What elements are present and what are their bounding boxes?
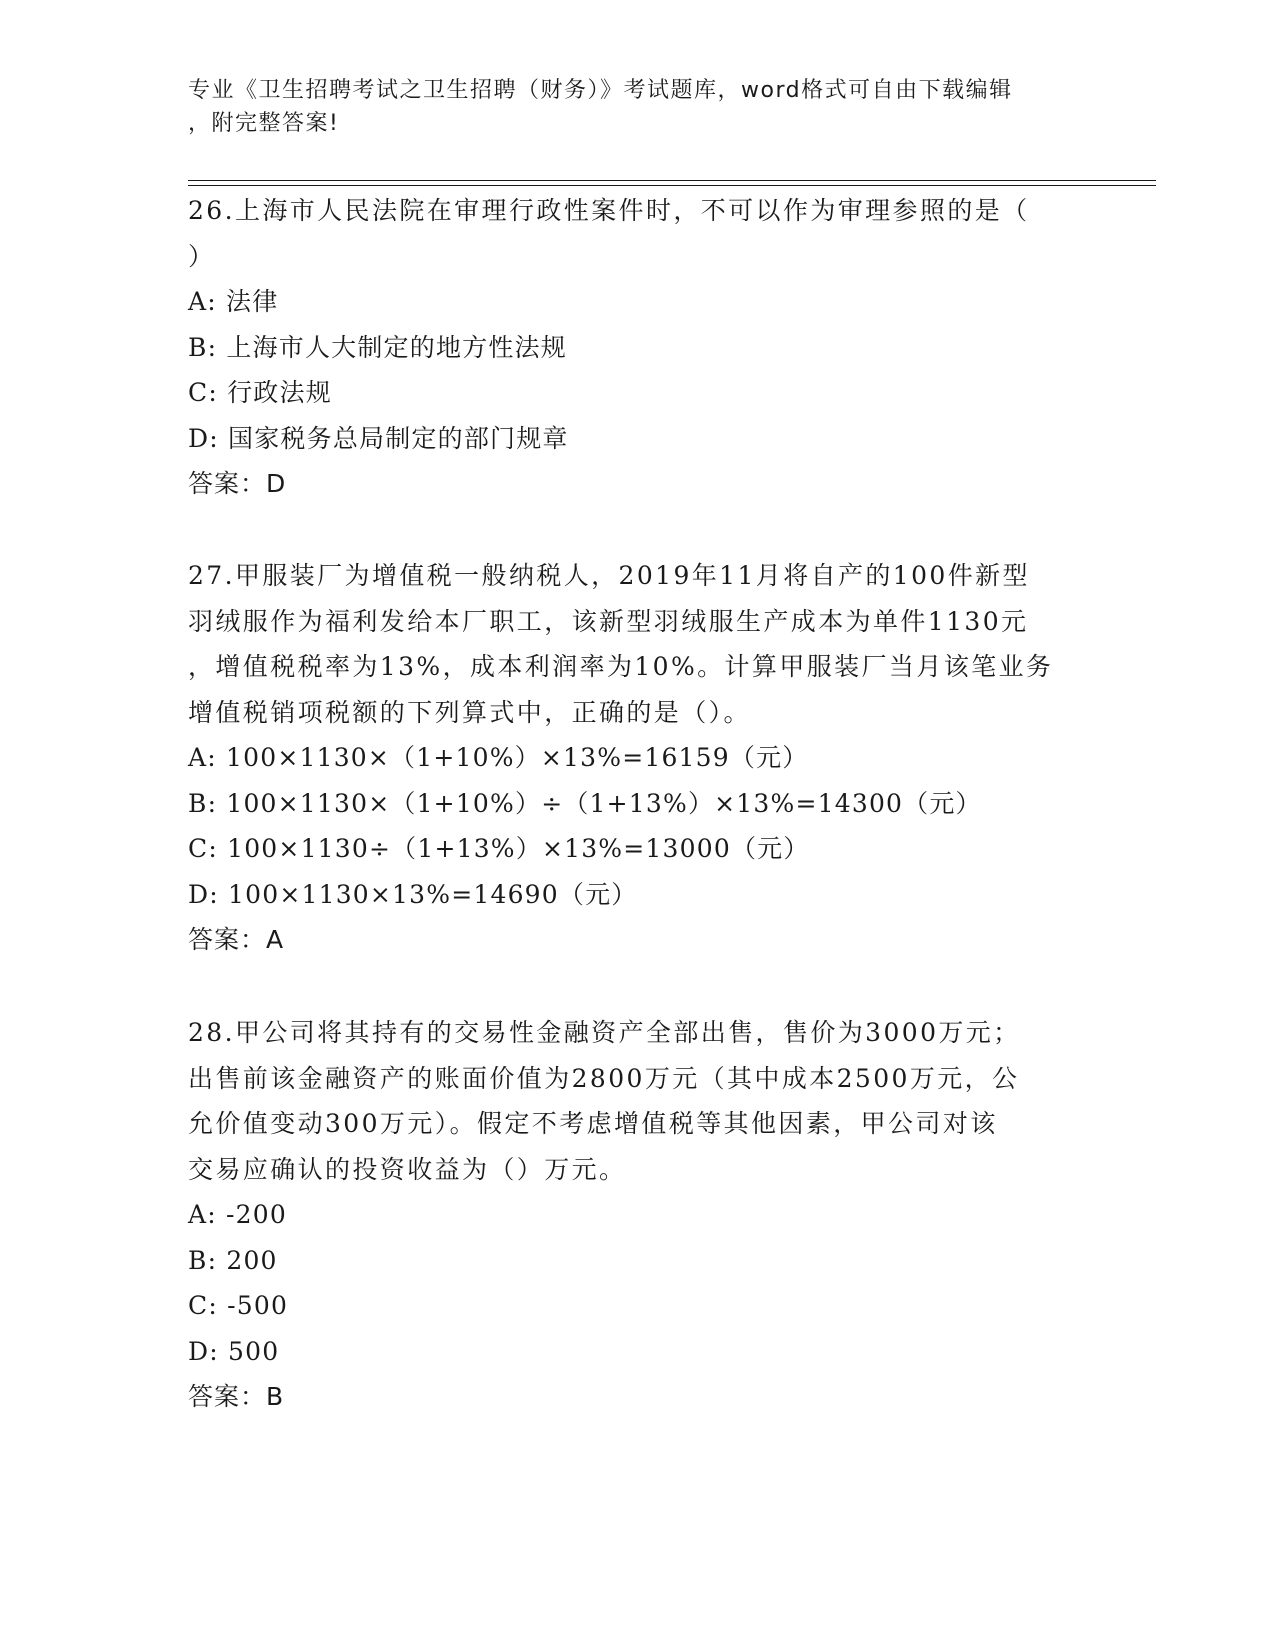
answer-label: 答案：B	[188, 1382, 285, 1411]
question-text-line: ，增值税税率为13%，成本利润率为10%。计算甲服装厂当月该笔业务	[188, 652, 1054, 681]
question-text	[188, 553, 1088, 735]
question-text-line: 28.甲公司将其持有的交易性金融资产全部出售，售价为3000万元；	[188, 1018, 1021, 1047]
question-27	[188, 553, 1088, 963]
answer-label: 答案：A	[188, 925, 285, 954]
question-text-line: 出售前该金融资产的账面价值为2800万元（其中成本2500万元，公	[188, 1063, 1020, 1093]
question-text-line: 26.上海市人民法院在审理行政性案件时，不可以作为审理参照的是（	[188, 196, 1030, 225]
question-text-line: 允价值变动300万元）。假定不考虑增值税等其他因素，甲公司对该	[188, 1109, 998, 1138]
question-text	[188, 188, 1088, 279]
option-a: A: 100×1130×（1+10%）×13%=16159（元）	[188, 743, 809, 772]
option-d: D: 100×1130×13%=14690（元）	[188, 879, 638, 909]
option-d: D: 国家税务总局制定的部门规章	[188, 423, 569, 453]
option-c: C: 100×1130÷（1+13%）×13%=13000（元）	[188, 834, 810, 863]
option-a: A: -200	[188, 1200, 287, 1229]
question-text-line: 羽绒服作为福利发给本厂职工，该新型羽绒服生产成本为单件1130元	[188, 606, 1029, 636]
question-text-line: 交易应确认的投资收益为（）万元。	[188, 1154, 627, 1184]
answer-label: 答案：D	[188, 469, 287, 498]
option-b: B: 200	[188, 1245, 278, 1275]
question-text-line: ）	[188, 241, 216, 271]
option-b: B: 100×1130×（1+10%）÷（1+13%）×13%=14300（元）	[188, 788, 982, 818]
question-text-line: 增值税销项税额的下列算式中，正确的是（）。	[188, 697, 751, 727]
question-text-line: 27.甲服装厂为增值税一般纳税人，2019年11月将自产的100件新型	[188, 561, 1030, 590]
option-a: A: 法律	[188, 287, 279, 316]
option-c: C: 行政法规	[188, 378, 332, 407]
header-line-1: 专业《卫生招聘考试之卫生招聘（财务）》考试题库，word格式可自由下载编辑	[188, 78, 1013, 103]
header-divider-bottom	[188, 185, 1156, 186]
option-c: C: -500	[188, 1291, 289, 1320]
option-d: D: 500	[188, 1336, 280, 1366]
header-line-2: ，附完整答案!	[188, 111, 340, 136]
question-28	[188, 1010, 1088, 1420]
document-header	[188, 74, 1068, 140]
question-26	[188, 188, 1088, 507]
question-text	[188, 1010, 1088, 1192]
option-b: B: 上海市人大制定的地方性法规	[188, 332, 567, 362]
header-divider-top	[188, 180, 1156, 181]
